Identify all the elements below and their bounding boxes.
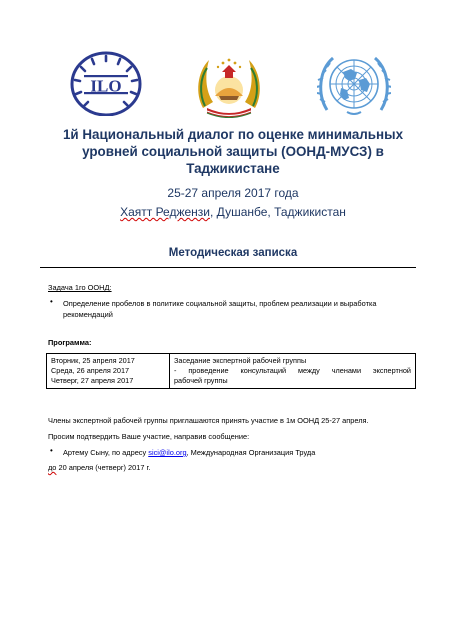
confirm-text: Просим подтвердить Ваше участие, направив сообщение: [48,432,250,441]
program-date-1: Вторник, 25 апреля 2017 [51,356,135,365]
task-bullet-line-2: рекомендаций [63,310,113,319]
contact-line [63,447,315,458]
program-event-title: Заседание экспертной рабочей группы [174,356,307,365]
un-emblem [317,50,391,118]
title-line-1: 1й Национальный диалог по оценке минимальных [62,127,404,142]
program-table [46,353,416,389]
task-label: Задача 1го ООНД: [48,283,112,292]
program-label: Программа: [48,338,92,347]
deadline-prefix: до [48,463,57,472]
table-row [47,354,416,389]
deadline-rest: 20 апреля (четверг) 2017 г. [56,463,151,472]
deadline-line [48,462,150,473]
bullet-icon: • [50,297,53,306]
note-title: Методическая записка [168,247,298,259]
venue-city: , Душанбе, Таджикистан [210,205,346,219]
bullet-icon: • [50,446,53,455]
contact-email-link[interactable]: sici@ilo.org [148,448,187,457]
program-event-desc-1: - проведение консультаций между членами экспертной [174,366,411,375]
contact-suffix: , Международная Организация Труда [186,448,316,457]
program-dates-cell [47,354,170,389]
program-date-2: Среда, 26 апреля 2017 [51,366,130,375]
task-bullet-line-1: Определение пробелов в политике социальной защиты, проблем реализации и выработка [63,299,377,308]
contact-prefix: Артему Сыну, по адресу [63,448,149,457]
tajikistan-emblem [193,50,265,118]
program-event-cell [170,354,416,389]
invitation-text: Члены экспертной рабочей группы приглашаются принять участие в 1м ООНД 25-27 апреля. [48,416,369,425]
event-venue [0,205,466,219]
document-title [40,126,426,177]
program-event-desc-2: рабочей группы [174,376,228,385]
task-bullet [63,298,419,320]
venue-hotel: Хаятт Реджензи [120,205,211,219]
title-line-3: Таджикистане [186,161,280,176]
ilo-logo [70,50,142,116]
program-date-3: Четверг, 27 апреля 2017 [51,376,134,385]
title-line-2: уровней социальной защиты (ООНД-МУСЗ) в [82,144,384,159]
horizontal-rule [40,267,416,268]
event-dates: 25-27 апреля 2017 года [167,186,299,200]
ilo-logo-text: ILO [90,76,122,96]
